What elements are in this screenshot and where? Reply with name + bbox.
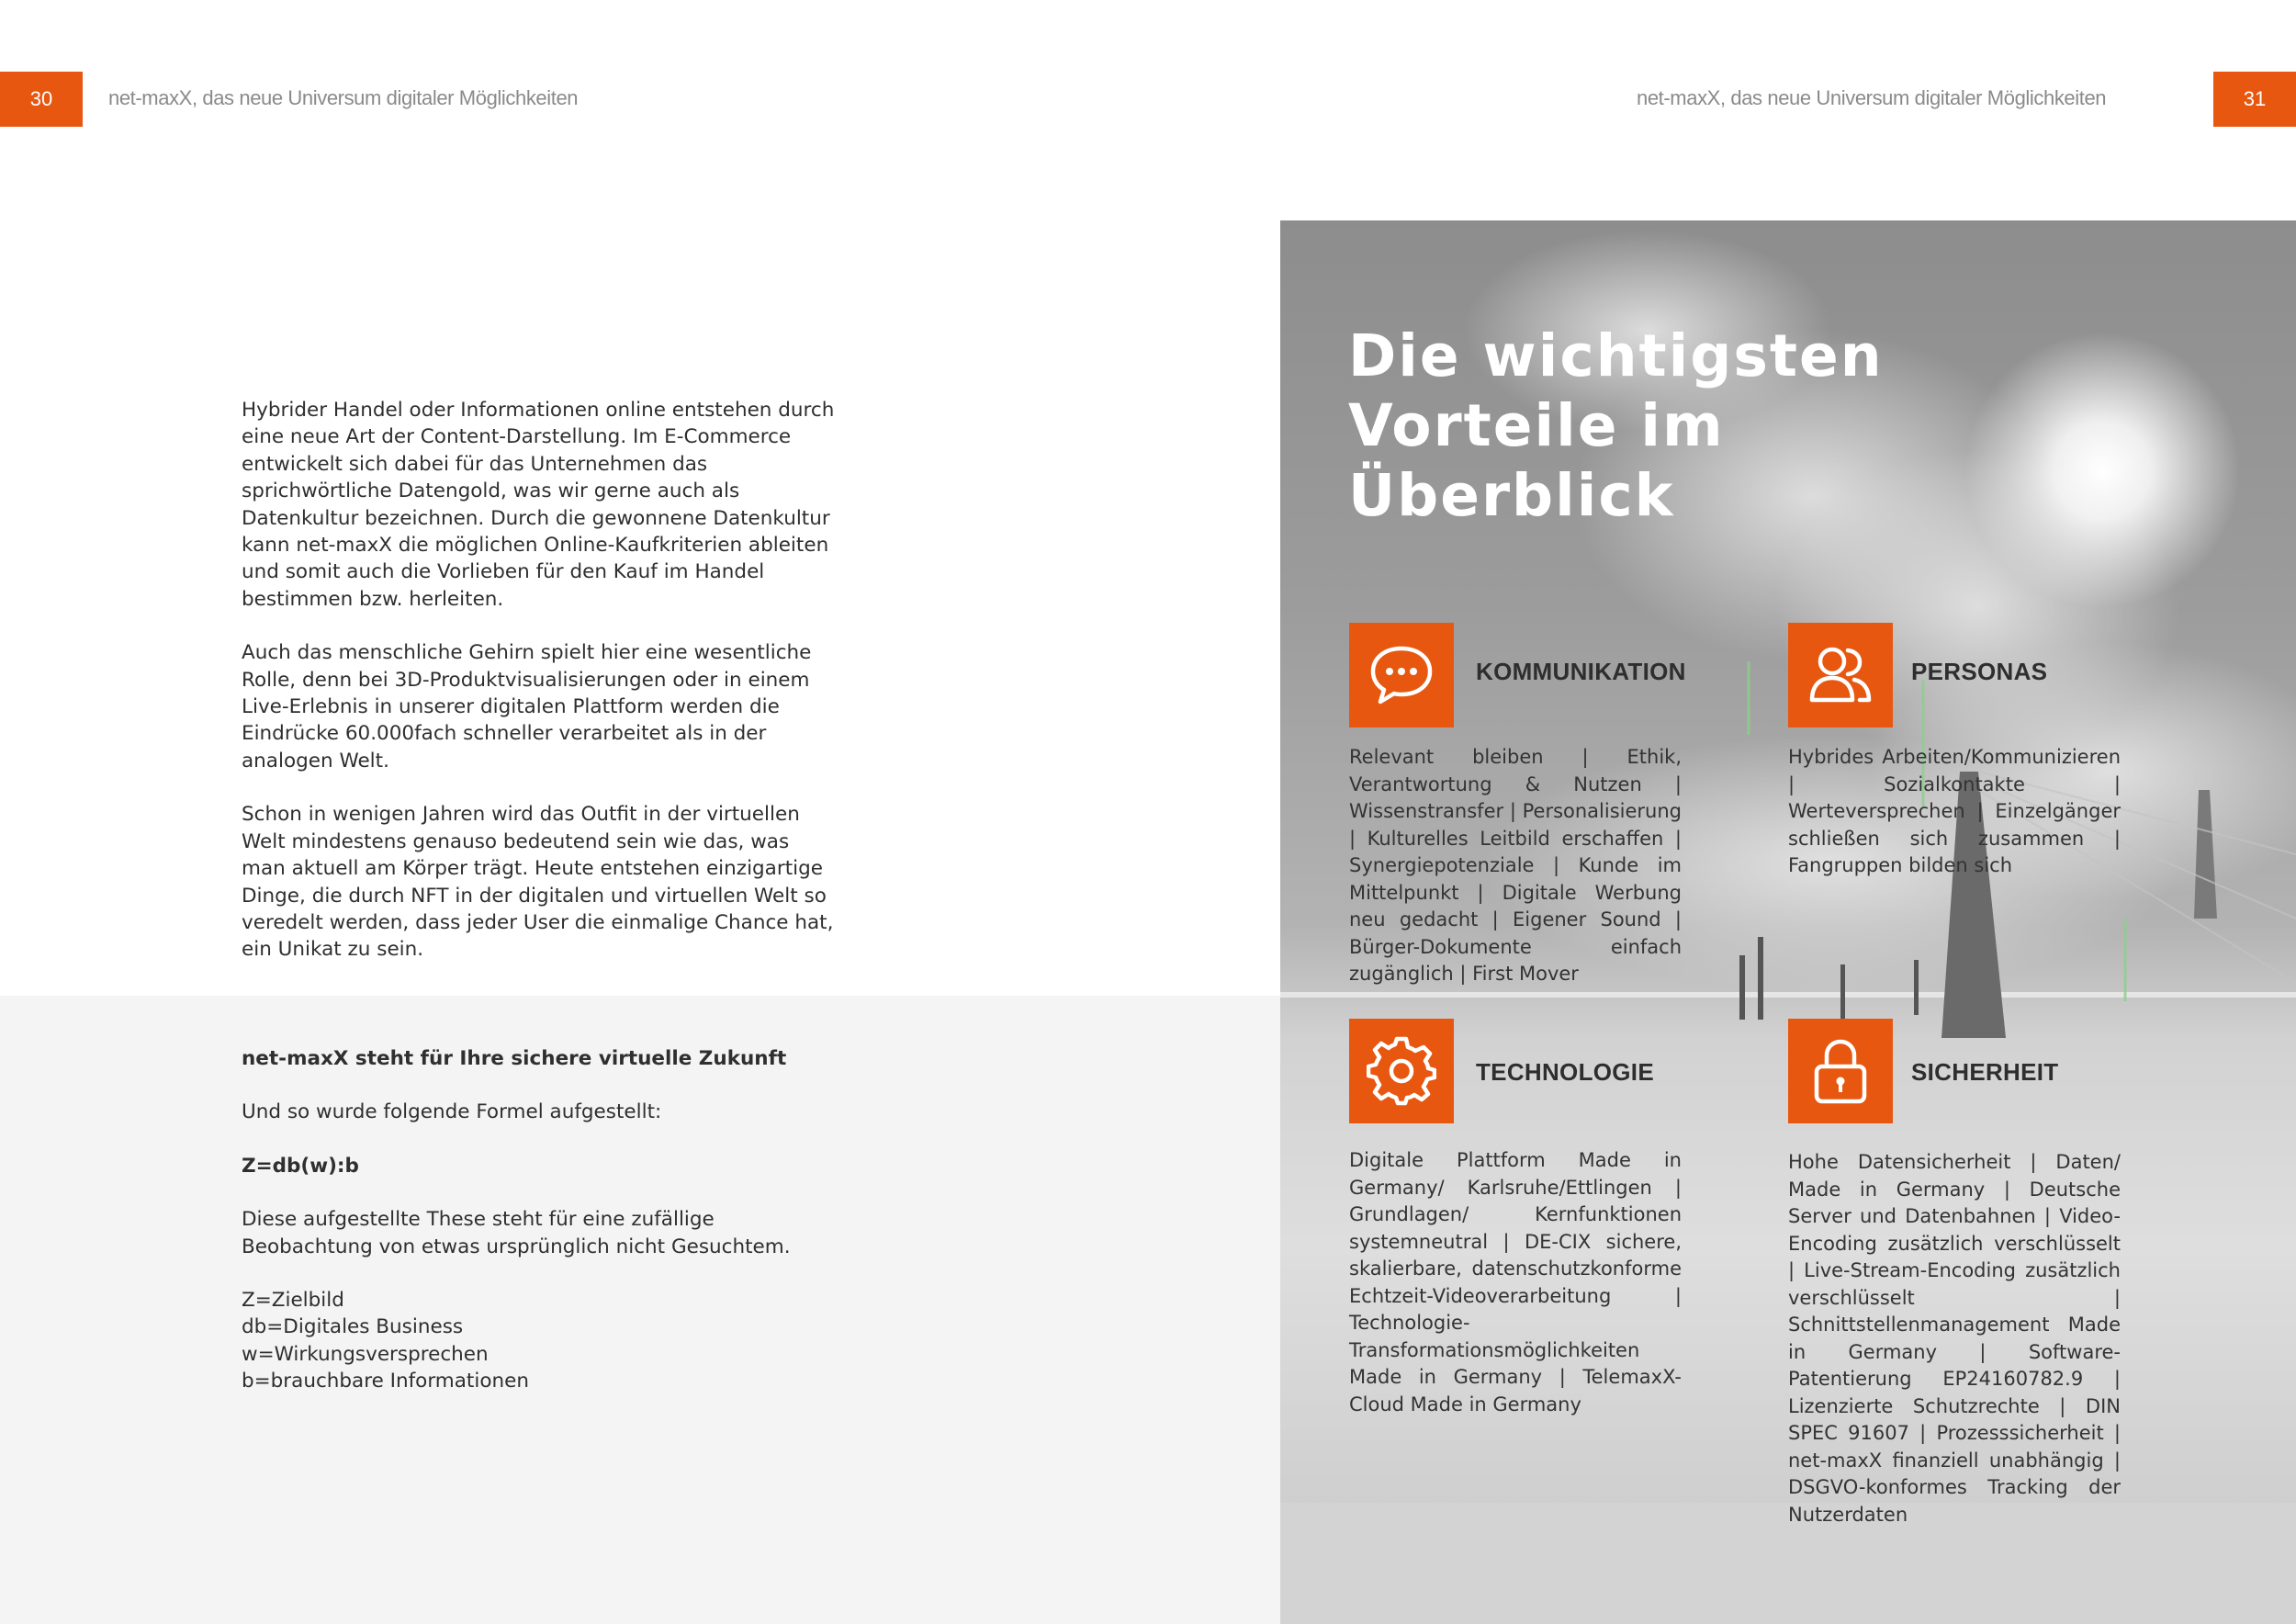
feature-text-sicherheit: Hohe Datensicherheit | Daten/ Made in Germany | Deutsche Server und Datenbahnen | Video-Encoding zusätzlich verschlüsselt | Live-Stream-Encoding zusätzlich verschlüsselt | Schnittstellenmanagement Made in Germany | Software-Patentierung EP24160782.9 | Lizenzierte Schutzrechte | DIN SPEC 91607 | Prozesssicherheit | net-maxX finanziell unabhängig | DSGVO-konformes Tracking der Nutzerdaten bbox=[1788, 1151, 2121, 1526]
users-icon bbox=[1788, 623, 1893, 727]
feature-text-technologie: Digitale Plattform Made in Germany/ Karlsruhe/Ettlingen | Grundlagen/ Kernfunktionen systemneutral | DE-CIX sichere, skalierbare, datenschutzkonforme Echtzeit-Videoverarbeitung | Technologie-Transformationsmöglichkeiten Made in Germany | TelemaxX-Cloud Made in Germany bbox=[1349, 1149, 1682, 1415]
formula-explanation: Diese aufgestellte These steht für eine zufällige Beobachtung von etwas ursprünglich nicht Gesuchtem. bbox=[242, 1208, 791, 1258]
running-title-right: net-maxX, das neue Universum digitaler Möglichkeiten bbox=[1637, 86, 2107, 109]
gear-icon bbox=[1349, 1019, 1454, 1123]
paragraph-hybrid-commerce: Hybrider Handel oder Informationen online entstehen durch eine neue Art der Content-Darstellung. Im E-Commerce entwickelt sich dabei für das Unternehmen das sprichwörtliche Datengold, was wir gerne auch als Datenkultur bezeichnen. Durch die gewonnene Datenkultur kann net-maxX die möglichen Online-Kaufkriterien ableiten und somit auch die Vorlieben für den Kauf im Handel bestimmen bzw. herleiten. bbox=[242, 399, 835, 611]
speech-bubble-icon bbox=[1349, 623, 1454, 727]
paragraph-brain: Auch das menschliche Gehirn spielt hier eine wesentliche Rolle, denn bei 3D-Produktvisualisierungen oder in einem Live-Erlebnis in unserer digitalen Plattform werden die Eindrücke 60.000fach schneller verarbeitet als in der analogen Welt. bbox=[242, 641, 812, 773]
paragraph-virtual-outfit: Schon in wenigen Jahren wird das Outfit in der virtuellen Welt mindestens genauso bedeutend sein wie das, was man aktuell am Körper trägt. Heute entstehen einzigartige Dinge, die durch NFT in der digitalen und virtuellen Welt so veredelt werden, dass jeder User die einmalige Chance hat, ein Unikat zu sein. bbox=[242, 803, 834, 962]
title-line: Vorteile im bbox=[1348, 392, 1725, 459]
feature-title-sicherheit: SICHERHEIT bbox=[1911, 1058, 2059, 1086]
formula-section bbox=[242, 1045, 838, 1395]
page-number-right: 31 bbox=[2213, 72, 2296, 127]
page-number-left: 30 bbox=[0, 72, 83, 127]
legend-item: db=Digitales Business bbox=[242, 1315, 464, 1339]
running-title-left: net-maxX, das neue Universum digitaler Möglichkeiten bbox=[108, 86, 579, 109]
title-line: Überblick bbox=[1348, 462, 1675, 529]
title-line: Die wichtigsten bbox=[1348, 322, 1884, 389]
feature-title-personas: PERSONAS bbox=[1911, 658, 2048, 685]
formula-legend bbox=[242, 1287, 838, 1395]
feature-text-personas: Hybrides Arbeiten/Kommunizieren | Sozialkontakte | Werteversprechen | Einzelgänger schließen sich zusammen | Fangruppen bilden sich bbox=[1788, 746, 2121, 876]
formula-heading: net-maxX steht für Ihre sichere virtuelle Zukunft bbox=[242, 1047, 787, 1070]
page-title bbox=[1348, 321, 1936, 531]
intro-text bbox=[242, 397, 838, 964]
feature-title-kommunikation: KOMMUNIKATION bbox=[1476, 658, 1686, 685]
formula: Z=db(w):b bbox=[242, 1154, 359, 1178]
legend-item: Z=Zielbild bbox=[242, 1289, 344, 1313]
lock-icon bbox=[1788, 1019, 1893, 1123]
legend-item: w=Wirkungsversprechen bbox=[242, 1342, 489, 1366]
formula-intro: Und so wurde folgende Formel aufgestellt: bbox=[242, 1100, 662, 1124]
feature-text-kommunikation: Relevant bleiben | Ethik, Verantwortung & Nutzen | Wissenstransfer | Personalisierung | Kulturelles Leitbild erschaffen | Synergiepotenziale | Kunde im Mittelpunkt | Digitale Werbung neu gedacht | Eigener Sound | Bürger-Dokumente einfach zugänglich | First Mover bbox=[1349, 746, 1682, 985]
legend-item: b=brauchbare Informationen bbox=[242, 1370, 529, 1393]
feature-title-technologie: TECHNOLOGIE bbox=[1476, 1058, 1654, 1086]
